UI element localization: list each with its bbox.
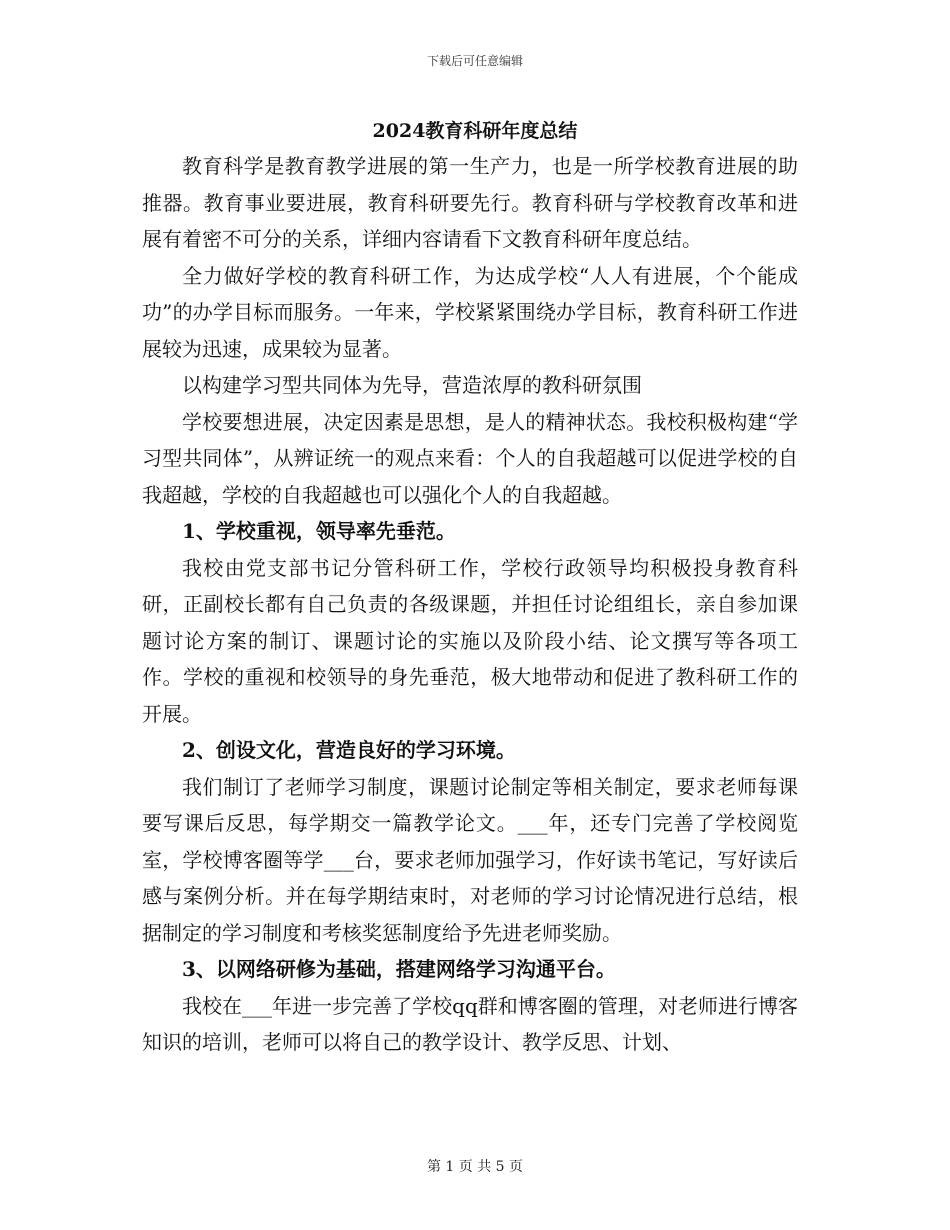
document-title: 2024教育科研年度总结	[372, 120, 578, 142]
paragraph-section-3: 我校在___年进一步完善了学校qq群和博客圈的管理，对老师进行博客知识的培训，老师可以将自己的教学设计、教学反思、计划、	[142, 993, 798, 1054]
paragraph-intro: 教育科学是教育教学进展的第一生产力，也是一所学校教育进展的助推器。教育事业要进展，教育科研要先行。教育科研与学校教育改革和进展有着密不可分的关系，详细内容请看下文教育科研年度总结。	[142, 154, 798, 251]
document-body	[142, 148, 798, 1061]
paragraph-subtitle: 以构建学习型共同体为先导，营造浓厚的教科研氛围	[182, 373, 642, 397]
paragraph-section-2: 我们制订了老师学习制度，课题讨论制定等相关制定，要求老师每课要写课后反思，每学期交一篇教学论文。___年，还专门完善了学校阅览室，学校博客圈等学___台，要求老师加强学习，作好读书笔记，写好读后感与案例分析。并在每学期结束时，对老师的学习讨论情况进行总结，根据制定的学习制度和考核奖惩制度给予先进老师奖励。	[142, 774, 798, 945]
page-footer: 第 1 页 共 5 页	[426, 1159, 524, 1175]
section-heading-1: 1、学校重视，领导率先垂范。	[182, 519, 456, 543]
paragraph-learning-community: 学校要想进展，决定因素是思想，是人的精神状态。我校积极构建“学习型共同体”，从辨证统一的观点来看：个人的自我超越可以促进学校的自我超越，学校的自我超越也可以强化个人的自我超越。	[142, 409, 798, 507]
paragraph-goal: 全力做好学校的教育科研工作，为达成学校“人人有进展，个个能成功”的办学目标而服务。一年来，学校紧紧围绕办学目标，教育科研工作进展较为迅速，成果较为显著。	[142, 263, 798, 361]
section-heading-2: 2、创设文化，营造良好的学习环境。	[182, 738, 516, 762]
paragraph-section-1: 我校由党支部书记分管科研工作，学校行政领导均积极投身教育科研，正副校长都有自己负责的各级课题，并担任讨论组组长，亲自参加课题讨论方案的制订、课题讨论的实施以及阶段小结、论文撰写等各项工作。学校的重视和校领导的身先垂范，极大地带动和促进了教科研工作的开展。	[142, 555, 798, 726]
section-heading-3: 3、以网络研修为基础，搭建网络学习沟通平台。	[182, 957, 616, 981]
page-header: 下载后可任意编辑	[426, 54, 523, 68]
